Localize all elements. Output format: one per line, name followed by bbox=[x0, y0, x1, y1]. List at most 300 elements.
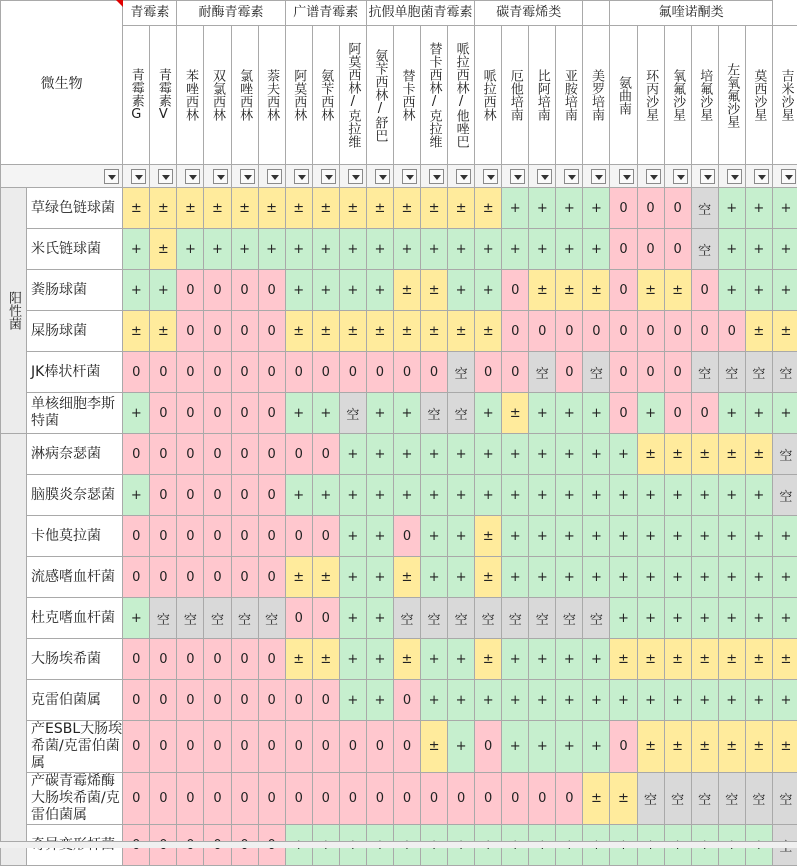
susceptibility-cell[interactable]: 0 bbox=[150, 680, 177, 721]
susceptibility-cell[interactable]: + bbox=[691, 557, 718, 598]
susceptibility-cell[interactable]: + bbox=[366, 393, 393, 434]
susceptibility-cell[interactable]: ± bbox=[421, 270, 448, 311]
susceptibility-cell[interactable]: 空 bbox=[150, 598, 177, 639]
filter-dropdown-icon[interactable] bbox=[267, 169, 282, 184]
susceptibility-cell[interactable]: + bbox=[448, 270, 475, 311]
susceptibility-cell[interactable]: + bbox=[664, 598, 691, 639]
susceptibility-cell[interactable]: ± bbox=[421, 311, 448, 352]
susceptibility-cell[interactable]: 0 bbox=[529, 311, 556, 352]
organism-name[interactable]: 杜克嗜血杆菌 bbox=[27, 598, 123, 639]
susceptibility-cell[interactable]: + bbox=[339, 516, 366, 557]
susceptibility-cell[interactable]: 0 bbox=[258, 680, 285, 721]
susceptibility-cell[interactable]: 0 bbox=[610, 352, 637, 393]
susceptibility-cell[interactable]: 0 bbox=[610, 393, 637, 434]
susceptibility-cell[interactable]: + bbox=[502, 188, 529, 229]
susceptibility-cell[interactable]: + bbox=[366, 680, 393, 721]
susceptibility-cell[interactable]: ± bbox=[312, 557, 339, 598]
susceptibility-cell[interactable]: 空 bbox=[231, 598, 258, 639]
susceptibility-cell[interactable]: ± bbox=[664, 270, 691, 311]
susceptibility-cell[interactable]: + bbox=[529, 721, 556, 773]
filter-dropdown-icon[interactable] bbox=[185, 169, 200, 184]
susceptibility-cell[interactable]: 空 bbox=[421, 598, 448, 639]
susceptibility-cell[interactable]: + bbox=[610, 434, 637, 475]
susceptibility-cell[interactable]: + bbox=[610, 475, 637, 516]
susceptibility-cell[interactable]: 0 bbox=[231, 270, 258, 311]
susceptibility-cell[interactable]: + bbox=[529, 434, 556, 475]
susceptibility-cell[interactable]: + bbox=[529, 557, 556, 598]
susceptibility-cell[interactable]: 0 bbox=[150, 773, 177, 825]
filter-dropdown-icon[interactable] bbox=[348, 169, 363, 184]
susceptibility-cell[interactable]: ± bbox=[475, 516, 502, 557]
susceptibility-cell[interactable]: 0 bbox=[258, 434, 285, 475]
susceptibility-cell[interactable]: 0 bbox=[718, 311, 745, 352]
susceptibility-cell[interactable]: + bbox=[691, 516, 718, 557]
susceptibility-cell[interactable]: 0 bbox=[177, 557, 204, 598]
susceptibility-cell[interactable]: 空 bbox=[448, 352, 475, 393]
susceptibility-cell[interactable]: + bbox=[448, 434, 475, 475]
susceptibility-cell[interactable]: + bbox=[502, 557, 529, 598]
susceptibility-cell[interactable]: 0 bbox=[312, 773, 339, 825]
susceptibility-cell[interactable]: + bbox=[583, 229, 610, 270]
organism-name[interactable]: 大肠埃希菌 bbox=[27, 639, 123, 680]
susceptibility-cell[interactable]: ± bbox=[393, 557, 420, 598]
susceptibility-cell[interactable]: + bbox=[393, 229, 420, 270]
susceptibility-cell[interactable]: 0 bbox=[150, 352, 177, 393]
susceptibility-cell[interactable]: 0 bbox=[339, 773, 366, 825]
susceptibility-cell[interactable]: + bbox=[421, 516, 448, 557]
susceptibility-cell[interactable]: 0 bbox=[177, 721, 204, 773]
susceptibility-cell[interactable]: + bbox=[745, 393, 772, 434]
susceptibility-cell[interactable]: + bbox=[312, 393, 339, 434]
susceptibility-cell[interactable]: + bbox=[421, 229, 448, 270]
susceptibility-cell[interactable]: 空 bbox=[448, 393, 475, 434]
susceptibility-cell[interactable]: ± bbox=[610, 773, 637, 825]
susceptibility-cell[interactable]: + bbox=[421, 639, 448, 680]
susceptibility-cell[interactable]: + bbox=[421, 557, 448, 598]
susceptibility-cell[interactable]: 0 bbox=[258, 721, 285, 773]
susceptibility-cell[interactable]: ± bbox=[393, 311, 420, 352]
susceptibility-cell[interactable]: 0 bbox=[637, 229, 664, 270]
susceptibility-cell[interactable]: 0 bbox=[393, 516, 420, 557]
susceptibility-cell[interactable]: 0 bbox=[231, 639, 258, 680]
susceptibility-cell[interactable]: 0 bbox=[177, 639, 204, 680]
susceptibility-cell[interactable]: 0 bbox=[231, 434, 258, 475]
susceptibility-cell[interactable]: + bbox=[637, 557, 664, 598]
filter-dropdown-icon[interactable] bbox=[483, 169, 498, 184]
susceptibility-cell[interactable]: 0 bbox=[664, 311, 691, 352]
filter-dropdown-icon[interactable] bbox=[429, 169, 444, 184]
filter-dropdown-icon[interactable] bbox=[537, 169, 552, 184]
susceptibility-cell[interactable]: + bbox=[502, 516, 529, 557]
susceptibility-cell[interactable]: ± bbox=[718, 434, 745, 475]
susceptibility-cell[interactable]: ± bbox=[448, 188, 475, 229]
susceptibility-cell[interactable]: 0 bbox=[637, 352, 664, 393]
susceptibility-cell[interactable]: 0 bbox=[258, 773, 285, 825]
susceptibility-cell[interactable]: 0 bbox=[556, 773, 583, 825]
susceptibility-cell[interactable]: 0 bbox=[150, 721, 177, 773]
susceptibility-cell[interactable]: + bbox=[610, 557, 637, 598]
susceptibility-cell[interactable]: 0 bbox=[231, 557, 258, 598]
susceptibility-cell[interactable]: + bbox=[529, 229, 556, 270]
susceptibility-cell[interactable]: + bbox=[312, 475, 339, 516]
susceptibility-cell[interactable]: + bbox=[637, 598, 664, 639]
susceptibility-cell[interactable]: 0 bbox=[502, 270, 529, 311]
susceptibility-cell[interactable]: 0 bbox=[366, 721, 393, 773]
susceptibility-cell[interactable]: 0 bbox=[393, 773, 420, 825]
susceptibility-cell[interactable]: + bbox=[718, 598, 745, 639]
susceptibility-cell[interactable]: + bbox=[448, 680, 475, 721]
susceptibility-cell[interactable]: 0 bbox=[177, 680, 204, 721]
susceptibility-cell[interactable]: + bbox=[556, 229, 583, 270]
susceptibility-cell[interactable]: 0 bbox=[150, 516, 177, 557]
susceptibility-cell[interactable]: + bbox=[637, 393, 664, 434]
susceptibility-cell[interactable]: + bbox=[745, 557, 772, 598]
susceptibility-cell[interactable]: + bbox=[421, 475, 448, 516]
susceptibility-cell[interactable]: + bbox=[177, 229, 204, 270]
susceptibility-cell[interactable]: ± bbox=[475, 557, 502, 598]
susceptibility-cell[interactable]: 0 bbox=[502, 352, 529, 393]
susceptibility-cell[interactable]: ± bbox=[150, 229, 177, 270]
filter-dropdown-icon[interactable] bbox=[104, 169, 119, 184]
susceptibility-cell[interactable]: + bbox=[366, 598, 393, 639]
susceptibility-cell[interactable]: 0 bbox=[150, 475, 177, 516]
susceptibility-cell[interactable]: 0 bbox=[258, 557, 285, 598]
filter-dropdown-icon[interactable] bbox=[700, 169, 715, 184]
susceptibility-cell[interactable]: 0 bbox=[258, 639, 285, 680]
susceptibility-cell[interactable]: + bbox=[691, 680, 718, 721]
susceptibility-cell[interactable]: 0 bbox=[150, 639, 177, 680]
susceptibility-cell[interactable]: + bbox=[258, 229, 285, 270]
susceptibility-cell[interactable]: ± bbox=[393, 270, 420, 311]
susceptibility-cell[interactable]: 0 bbox=[123, 434, 150, 475]
susceptibility-cell[interactable]: ± bbox=[772, 721, 797, 773]
susceptibility-cell[interactable]: 0 bbox=[448, 773, 475, 825]
susceptibility-cell[interactable]: ± bbox=[366, 311, 393, 352]
susceptibility-cell[interactable]: + bbox=[745, 229, 772, 270]
susceptibility-cell[interactable]: + bbox=[772, 516, 797, 557]
susceptibility-cell[interactable]: + bbox=[475, 393, 502, 434]
susceptibility-cell[interactable]: + bbox=[583, 475, 610, 516]
filter-dropdown-icon[interactable] bbox=[158, 169, 173, 184]
susceptibility-cell[interactable]: 0 bbox=[610, 311, 637, 352]
susceptibility-cell[interactable]: + bbox=[745, 188, 772, 229]
susceptibility-cell[interactable]: 0 bbox=[285, 773, 312, 825]
susceptibility-cell[interactable]: 0 bbox=[204, 475, 231, 516]
susceptibility-cell[interactable]: ± bbox=[339, 188, 366, 229]
susceptibility-cell[interactable]: + bbox=[772, 270, 797, 311]
susceptibility-cell[interactable]: 空 bbox=[691, 229, 718, 270]
susceptibility-cell[interactable]: ± bbox=[150, 188, 177, 229]
susceptibility-cell[interactable]: 0 bbox=[691, 311, 718, 352]
susceptibility-cell[interactable]: + bbox=[745, 516, 772, 557]
susceptibility-cell[interactable]: 0 bbox=[204, 516, 231, 557]
susceptibility-cell[interactable]: + bbox=[583, 393, 610, 434]
susceptibility-cell[interactable]: 空 bbox=[448, 598, 475, 639]
susceptibility-cell[interactable]: + bbox=[772, 680, 797, 721]
susceptibility-cell[interactable]: 0 bbox=[610, 270, 637, 311]
susceptibility-cell[interactable]: + bbox=[718, 188, 745, 229]
susceptibility-cell[interactable]: + bbox=[772, 598, 797, 639]
filter-dropdown-icon[interactable] bbox=[564, 169, 579, 184]
organism-name[interactable]: 粪肠球菌 bbox=[27, 270, 123, 311]
susceptibility-cell[interactable]: + bbox=[393, 475, 420, 516]
susceptibility-cell[interactable]: 空 bbox=[258, 598, 285, 639]
susceptibility-cell[interactable]: + bbox=[556, 680, 583, 721]
susceptibility-cell[interactable]: ± bbox=[745, 721, 772, 773]
susceptibility-cell[interactable]: + bbox=[339, 680, 366, 721]
susceptibility-cell[interactable]: + bbox=[123, 270, 150, 311]
susceptibility-cell[interactable]: 空 bbox=[772, 773, 797, 825]
susceptibility-cell[interactable]: 0 bbox=[664, 393, 691, 434]
susceptibility-cell[interactable]: ± bbox=[718, 721, 745, 773]
susceptibility-cell[interactable]: ± bbox=[583, 773, 610, 825]
filter-dropdown-icon[interactable] bbox=[591, 169, 606, 184]
susceptibility-cell[interactable]: 0 bbox=[177, 270, 204, 311]
susceptibility-cell[interactable]: 空 bbox=[772, 434, 797, 475]
susceptibility-cell[interactable]: 0 bbox=[231, 721, 258, 773]
susceptibility-cell[interactable]: 0 bbox=[475, 773, 502, 825]
susceptibility-cell[interactable]: ± bbox=[745, 639, 772, 680]
susceptibility-cell[interactable]: 空 bbox=[718, 352, 745, 393]
susceptibility-cell[interactable]: + bbox=[664, 516, 691, 557]
organism-name[interactable]: 脑膜炎奈瑟菌 bbox=[27, 475, 123, 516]
susceptibility-cell[interactable]: + bbox=[366, 557, 393, 598]
susceptibility-cell[interactable]: + bbox=[123, 475, 150, 516]
susceptibility-cell[interactable]: ± bbox=[664, 721, 691, 773]
susceptibility-cell[interactable]: 空 bbox=[745, 352, 772, 393]
susceptibility-cell[interactable]: + bbox=[529, 188, 556, 229]
susceptibility-cell[interactable]: 0 bbox=[123, 721, 150, 773]
susceptibility-cell[interactable]: 0 bbox=[204, 639, 231, 680]
organism-name[interactable]: 米氏链球菌 bbox=[27, 229, 123, 270]
susceptibility-cell[interactable]: 空 bbox=[339, 393, 366, 434]
filter-dropdown-icon[interactable] bbox=[754, 169, 769, 184]
susceptibility-cell[interactable]: + bbox=[637, 475, 664, 516]
susceptibility-cell[interactable]: + bbox=[393, 393, 420, 434]
susceptibility-cell[interactable]: 0 bbox=[583, 311, 610, 352]
susceptibility-cell[interactable]: 空 bbox=[772, 352, 797, 393]
filter-dropdown-icon[interactable] bbox=[646, 169, 661, 184]
susceptibility-cell[interactable]: 0 bbox=[204, 311, 231, 352]
susceptibility-cell[interactable]: ± bbox=[583, 270, 610, 311]
susceptibility-cell[interactable]: + bbox=[285, 270, 312, 311]
susceptibility-cell[interactable]: 0 bbox=[258, 393, 285, 434]
susceptibility-cell[interactable]: ± bbox=[475, 311, 502, 352]
susceptibility-cell[interactable]: ± bbox=[339, 311, 366, 352]
susceptibility-cell[interactable]: 空 bbox=[583, 598, 610, 639]
susceptibility-cell[interactable]: ± bbox=[448, 311, 475, 352]
organism-name[interactable]: 流感嗜血杆菌 bbox=[27, 557, 123, 598]
susceptibility-cell[interactable]: + bbox=[664, 557, 691, 598]
filter-dropdown-icon[interactable] bbox=[673, 169, 688, 184]
susceptibility-cell[interactable]: 0 bbox=[637, 311, 664, 352]
susceptibility-cell[interactable]: 0 bbox=[475, 352, 502, 393]
susceptibility-cell[interactable]: 0 bbox=[177, 434, 204, 475]
susceptibility-cell[interactable]: + bbox=[772, 229, 797, 270]
susceptibility-cell[interactable]: 0 bbox=[312, 680, 339, 721]
susceptibility-cell[interactable]: + bbox=[366, 434, 393, 475]
susceptibility-cell[interactable]: 空 bbox=[529, 598, 556, 639]
susceptibility-cell[interactable]: + bbox=[718, 557, 745, 598]
susceptibility-cell[interactable]: ± bbox=[231, 188, 258, 229]
susceptibility-cell[interactable]: 0 bbox=[231, 393, 258, 434]
susceptibility-cell[interactable]: ± bbox=[150, 311, 177, 352]
susceptibility-cell[interactable]: + bbox=[339, 557, 366, 598]
susceptibility-cell[interactable]: 0 bbox=[502, 773, 529, 825]
susceptibility-cell[interactable]: ± bbox=[312, 311, 339, 352]
susceptibility-cell[interactable]: 0 bbox=[258, 311, 285, 352]
filter-dropdown-icon[interactable] bbox=[727, 169, 742, 184]
susceptibility-cell[interactable]: + bbox=[285, 475, 312, 516]
susceptibility-cell[interactable]: 0 bbox=[258, 270, 285, 311]
susceptibility-cell[interactable]: + bbox=[339, 639, 366, 680]
susceptibility-cell[interactable]: ± bbox=[421, 188, 448, 229]
susceptibility-cell[interactable]: + bbox=[610, 680, 637, 721]
susceptibility-cell[interactable]: + bbox=[583, 721, 610, 773]
susceptibility-cell[interactable]: 0 bbox=[393, 680, 420, 721]
susceptibility-cell[interactable]: + bbox=[366, 639, 393, 680]
susceptibility-cell[interactable]: + bbox=[448, 516, 475, 557]
susceptibility-cell[interactable]: ± bbox=[745, 311, 772, 352]
susceptibility-cell[interactable]: 0 bbox=[664, 188, 691, 229]
susceptibility-cell[interactable]: + bbox=[339, 229, 366, 270]
susceptibility-cell[interactable]: ± bbox=[285, 311, 312, 352]
susceptibility-cell[interactable]: 0 bbox=[366, 352, 393, 393]
susceptibility-cell[interactable]: 0 bbox=[529, 773, 556, 825]
susceptibility-cell[interactable]: + bbox=[448, 721, 475, 773]
susceptibility-cell[interactable]: + bbox=[529, 516, 556, 557]
susceptibility-cell[interactable]: 0 bbox=[312, 516, 339, 557]
susceptibility-cell[interactable]: 0 bbox=[204, 270, 231, 311]
susceptibility-cell[interactable]: 0 bbox=[231, 516, 258, 557]
susceptibility-cell[interactable]: + bbox=[556, 434, 583, 475]
susceptibility-cell[interactable]: 0 bbox=[231, 475, 258, 516]
susceptibility-cell[interactable]: 0 bbox=[177, 393, 204, 434]
susceptibility-cell[interactable]: + bbox=[285, 229, 312, 270]
susceptibility-cell[interactable]: + bbox=[448, 475, 475, 516]
susceptibility-cell[interactable]: + bbox=[772, 188, 797, 229]
susceptibility-cell[interactable]: 空 bbox=[177, 598, 204, 639]
susceptibility-cell[interactable]: 0 bbox=[204, 393, 231, 434]
filter-dropdown-icon[interactable] bbox=[781, 169, 796, 184]
susceptibility-cell[interactable]: 0 bbox=[610, 721, 637, 773]
susceptibility-cell[interactable]: ± bbox=[366, 188, 393, 229]
susceptibility-cell[interactable]: 0 bbox=[664, 229, 691, 270]
susceptibility-cell[interactable]: ± bbox=[393, 188, 420, 229]
susceptibility-cell[interactable]: ± bbox=[285, 557, 312, 598]
susceptibility-cell[interactable]: ± bbox=[637, 434, 664, 475]
susceptibility-cell[interactable]: + bbox=[529, 680, 556, 721]
susceptibility-cell[interactable]: + bbox=[610, 598, 637, 639]
susceptibility-cell[interactable]: ± bbox=[123, 188, 150, 229]
susceptibility-cell[interactable]: + bbox=[502, 475, 529, 516]
susceptibility-cell[interactable]: 0 bbox=[231, 352, 258, 393]
susceptibility-cell[interactable]: 空 bbox=[421, 393, 448, 434]
filter-dropdown-icon[interactable] bbox=[294, 169, 309, 184]
susceptibility-cell[interactable]: + bbox=[529, 639, 556, 680]
susceptibility-cell[interactable]: + bbox=[475, 434, 502, 475]
susceptibility-cell[interactable]: + bbox=[339, 270, 366, 311]
susceptibility-cell[interactable]: 0 bbox=[204, 434, 231, 475]
susceptibility-cell[interactable]: 0 bbox=[258, 475, 285, 516]
susceptibility-cell[interactable]: 0 bbox=[123, 557, 150, 598]
susceptibility-cell[interactable]: ± bbox=[556, 270, 583, 311]
susceptibility-cell[interactable]: 0 bbox=[312, 434, 339, 475]
susceptibility-cell[interactable]: + bbox=[583, 557, 610, 598]
susceptibility-cell[interactable]: 0 bbox=[177, 516, 204, 557]
susceptibility-cell[interactable]: + bbox=[583, 680, 610, 721]
susceptibility-cell[interactable]: + bbox=[366, 270, 393, 311]
susceptibility-cell[interactable]: + bbox=[556, 557, 583, 598]
susceptibility-cell[interactable]: 0 bbox=[421, 773, 448, 825]
susceptibility-cell[interactable]: 0 bbox=[339, 352, 366, 393]
susceptibility-cell[interactable]: + bbox=[610, 516, 637, 557]
susceptibility-cell[interactable]: 0 bbox=[366, 773, 393, 825]
susceptibility-cell[interactable]: 空 bbox=[393, 598, 420, 639]
susceptibility-cell[interactable]: ± bbox=[691, 434, 718, 475]
susceptibility-cell[interactable]: + bbox=[556, 393, 583, 434]
susceptibility-cell[interactable]: 0 bbox=[123, 352, 150, 393]
susceptibility-cell[interactable]: 0 bbox=[231, 680, 258, 721]
susceptibility-cell[interactable]: + bbox=[745, 270, 772, 311]
susceptibility-cell[interactable]: + bbox=[475, 680, 502, 721]
organism-name[interactable]: 克雷伯菌属 bbox=[27, 680, 123, 721]
susceptibility-cell[interactable]: ± bbox=[475, 188, 502, 229]
susceptibility-cell[interactable]: 0 bbox=[610, 229, 637, 270]
susceptibility-cell[interactable]: 空 bbox=[529, 352, 556, 393]
susceptibility-cell[interactable]: 0 bbox=[204, 721, 231, 773]
susceptibility-cell[interactable]: ± bbox=[745, 434, 772, 475]
susceptibility-cell[interactable]: 0 bbox=[556, 352, 583, 393]
susceptibility-cell[interactable]: 0 bbox=[258, 352, 285, 393]
susceptibility-cell[interactable]: 0 bbox=[285, 516, 312, 557]
susceptibility-cell[interactable]: + bbox=[745, 598, 772, 639]
susceptibility-cell[interactable]: 0 bbox=[123, 516, 150, 557]
susceptibility-cell[interactable]: + bbox=[421, 434, 448, 475]
susceptibility-cell[interactable]: + bbox=[204, 229, 231, 270]
filter-dropdown-icon[interactable] bbox=[510, 169, 525, 184]
susceptibility-cell[interactable]: + bbox=[366, 475, 393, 516]
susceptibility-cell[interactable]: + bbox=[718, 393, 745, 434]
susceptibility-cell[interactable]: + bbox=[150, 270, 177, 311]
susceptibility-cell[interactable]: 空 bbox=[583, 352, 610, 393]
susceptibility-cell[interactable]: + bbox=[745, 680, 772, 721]
susceptibility-cell[interactable]: ± bbox=[258, 188, 285, 229]
susceptibility-cell[interactable]: ± bbox=[637, 639, 664, 680]
susceptibility-cell[interactable]: ± bbox=[637, 270, 664, 311]
susceptibility-cell[interactable]: + bbox=[285, 393, 312, 434]
susceptibility-cell[interactable]: ± bbox=[691, 639, 718, 680]
susceptibility-cell[interactable]: ± bbox=[285, 188, 312, 229]
susceptibility-cell[interactable]: + bbox=[637, 680, 664, 721]
susceptibility-cell[interactable]: ± bbox=[718, 639, 745, 680]
organism-name[interactable]: 产碳青霉烯酶大肠埃希菌/克雷伯菌属 bbox=[27, 773, 123, 825]
susceptibility-cell[interactable]: 0 bbox=[285, 434, 312, 475]
susceptibility-cell[interactable]: + bbox=[475, 270, 502, 311]
susceptibility-cell[interactable]: 空 bbox=[502, 598, 529, 639]
susceptibility-cell[interactable]: 0 bbox=[285, 352, 312, 393]
filter-dropdown-icon[interactable] bbox=[375, 169, 390, 184]
filter-dropdown-icon[interactable] bbox=[131, 169, 146, 184]
susceptibility-cell[interactable]: + bbox=[231, 229, 258, 270]
filter-dropdown-icon[interactable] bbox=[213, 169, 228, 184]
susceptibility-cell[interactable]: 0 bbox=[123, 680, 150, 721]
susceptibility-cell[interactable]: + bbox=[664, 475, 691, 516]
susceptibility-cell[interactable]: ± bbox=[691, 721, 718, 773]
susceptibility-cell[interactable]: + bbox=[312, 270, 339, 311]
susceptibility-cell[interactable]: + bbox=[529, 475, 556, 516]
susceptibility-cell[interactable]: 0 bbox=[231, 773, 258, 825]
